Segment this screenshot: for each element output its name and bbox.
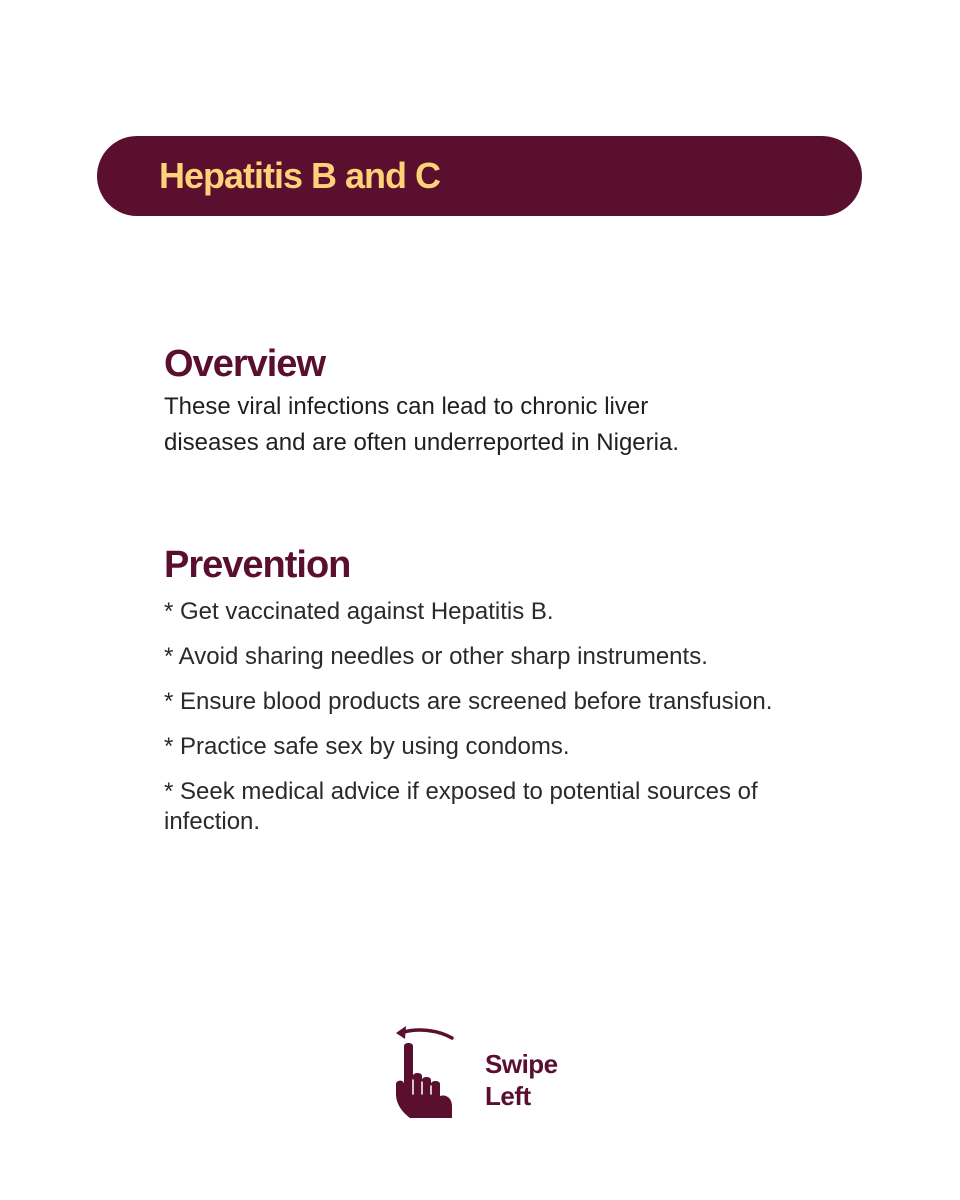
prevention-item-blood-screening: * Ensure blood products are screened before transfusion.: [164, 688, 773, 715]
page-title: Hepatitis B and C: [159, 155, 441, 196]
prevention-item-vaccination: * Get vaccinated against Hepatitis B.: [164, 598, 554, 625]
swipe-left-hint[interactable]: [392, 1024, 592, 1124]
title-banner: [97, 136, 862, 216]
prevention-item-safe-sex: * Practice safe sex by using condoms.: [164, 733, 570, 760]
prevention-item-medical-advice: * Seek medical advice if exposed to potential sources of infection.: [164, 778, 758, 835]
swipe-left-label: [485, 1048, 575, 1112]
swipe-label-line1: Swipe: [485, 1049, 558, 1079]
overview-text: These viral infections can lead to chronic liver diseases and are often underreported in Nigeria.: [164, 393, 679, 456]
prevention-heading: Prevention: [164, 544, 351, 586]
prevention-list: [164, 597, 814, 852]
swipe-left-hand-icon: [392, 1024, 458, 1122]
prevention-item-needles: * Avoid sharing needles or other sharp instruments.: [164, 643, 708, 670]
overview-heading: Overview: [164, 343, 325, 385]
swipe-label-line2: Left: [485, 1081, 531, 1111]
